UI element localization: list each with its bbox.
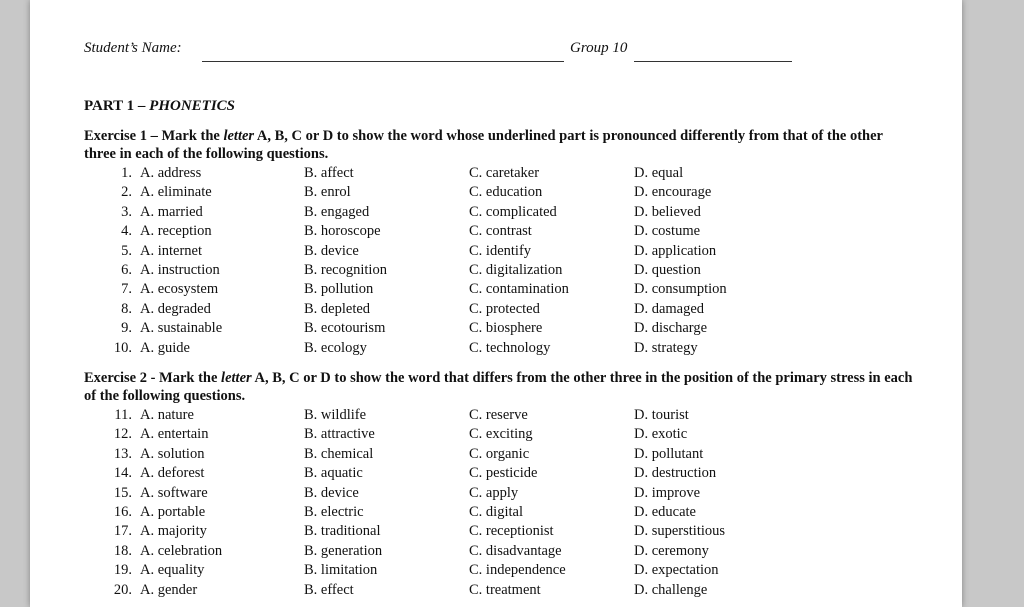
option-b[interactable]: B. affect — [304, 165, 354, 181]
question-number: 11. — [114, 407, 132, 423]
question-row — [84, 464, 904, 483]
option-b[interactable]: B. generation — [304, 542, 383, 559]
exercise-1-title-italic: letter — [223, 128, 255, 144]
group-label: Group 10 — [570, 40, 628, 56]
option-b[interactable]: B. ecology — [304, 339, 367, 356]
question-row — [84, 300, 904, 319]
exercise-1-title-b: A, B, C or D to show the word whose underlined part is pronounced differently from that of the other three in each of the following questions. — [84, 128, 883, 162]
option-a[interactable]: A. software — [140, 484, 208, 501]
option-a[interactable]: A. guide — [140, 339, 190, 356]
option-d[interactable]: D. encourage — [634, 184, 712, 201]
option-c[interactable]: C. technology — [469, 339, 551, 356]
part-prefix: PART 1 – — [84, 98, 150, 114]
exercise-1-list — [84, 164, 904, 358]
option-c[interactable]: C. organic — [469, 445, 530, 462]
question-row — [84, 561, 904, 580]
option-d[interactable]: D. tourist — [634, 407, 689, 423]
option-b[interactable]: B. engaged — [304, 203, 370, 220]
option-a[interactable]: A. internet — [140, 242, 203, 259]
option-c[interactable]: C. reserve — [469, 407, 528, 423]
question-number: 8. — [121, 300, 132, 317]
option-a[interactable]: A. deforest — [140, 465, 205, 482]
option-d[interactable]: D. believed — [634, 203, 701, 220]
question-number: 5. — [121, 242, 132, 259]
option-a[interactable]: A. celebration — [140, 542, 223, 559]
option-a[interactable]: A. portable — [140, 503, 206, 520]
question-row — [84, 242, 904, 261]
option-b[interactable]: B. chemical — [304, 445, 374, 462]
option-b[interactable]: B. enrol — [304, 184, 351, 201]
question-row — [84, 581, 904, 600]
question-number: 14. — [113, 465, 132, 482]
option-a[interactable]: A. address — [140, 165, 202, 181]
part-title — [84, 98, 235, 115]
question-number: 12. — [113, 426, 132, 443]
option-b[interactable]: B. traditional — [304, 523, 381, 540]
worksheet-page — [30, 0, 962, 607]
option-c[interactable]: C. contrast — [469, 223, 532, 240]
option-c[interactable]: C. protected — [469, 300, 540, 317]
question-row — [84, 503, 904, 522]
option-a[interactable]: A. instruction — [140, 261, 220, 278]
option-d[interactable]: D. damaged — [634, 300, 705, 317]
option-d[interactable]: D. improve — [634, 484, 701, 501]
question-number: 19. — [113, 562, 132, 579]
option-a[interactable]: A. eliminate — [140, 184, 212, 201]
option-d[interactable]: D. pollutant — [634, 445, 704, 462]
exercise-2-heading — [84, 369, 914, 405]
option-d[interactable]: D. exotic — [634, 426, 688, 443]
option-c[interactable]: C. digital — [469, 503, 523, 520]
option-c[interactable]: C. pesticide — [469, 465, 538, 482]
option-b[interactable]: B. recognition — [304, 261, 387, 278]
exercise-2-title-a: Exercise 2 - Mark the — [84, 370, 222, 386]
group-field[interactable] — [634, 61, 792, 62]
option-d[interactable]: D. consumption — [634, 281, 727, 298]
question-row — [84, 261, 904, 280]
option-c[interactable]: C. identify — [469, 242, 532, 259]
question-row — [84, 183, 904, 202]
option-c[interactable]: C. independence — [469, 562, 566, 579]
option-d[interactable]: D. ceremony — [634, 542, 709, 559]
option-a[interactable]: A. sustainable — [140, 320, 223, 337]
question-number: 16. — [113, 503, 132, 520]
question-number: 15. — [113, 484, 132, 501]
question-row — [84, 542, 904, 561]
option-a[interactable]: A. ecosystem — [140, 281, 219, 298]
question-row — [84, 445, 904, 464]
option-c[interactable]: C. biosphere — [469, 320, 543, 337]
option-a[interactable]: A. entertain — [140, 426, 209, 443]
option-b[interactable]: B. electric — [304, 503, 364, 520]
question-row — [84, 522, 904, 541]
option-c[interactable]: C. digitalization — [469, 261, 563, 278]
part-name: PHONETICS — [149, 98, 236, 114]
option-a[interactable]: A. majority — [140, 523, 207, 540]
question-row — [84, 222, 904, 241]
option-d[interactable]: D. question — [634, 261, 701, 278]
option-d[interactable]: D. challenge — [634, 581, 708, 598]
question-row — [84, 280, 904, 299]
option-d[interactable]: D. equal — [634, 165, 684, 181]
option-a[interactable]: A. degraded — [140, 300, 211, 317]
option-d[interactable]: D. application — [634, 242, 717, 259]
option-b[interactable]: B. horoscope — [304, 223, 381, 240]
question-number: 9. — [121, 320, 132, 337]
option-d[interactable]: D. discharge — [634, 320, 708, 337]
option-d[interactable]: D. educate — [634, 503, 696, 520]
student-name-label: Student’s Name: — [84, 40, 182, 56]
question-number: 10. — [113, 339, 132, 356]
option-b[interactable]: B. depleted — [304, 300, 371, 317]
option-d[interactable]: D. destruction — [634, 465, 717, 482]
option-c[interactable]: C. apply — [469, 484, 519, 501]
option-c[interactable]: C. caretaker — [469, 165, 540, 181]
question-number: 7. — [121, 281, 132, 298]
exercise-2-title-italic: letter — [221, 370, 252, 386]
question-row — [84, 319, 904, 338]
option-a[interactable]: A. solution — [140, 445, 205, 462]
option-c[interactable]: C. education — [469, 184, 543, 201]
question-row — [84, 484, 904, 503]
option-d[interactable]: D. costume — [634, 223, 701, 240]
option-c[interactable]: C. disadvantage — [469, 542, 562, 559]
option-b[interactable]: B. device — [304, 484, 359, 501]
option-a[interactable]: A. reception — [140, 223, 212, 240]
student-name-field[interactable] — [202, 61, 564, 62]
exercise-1-heading — [84, 127, 914, 163]
exercise-2-list — [84, 406, 904, 600]
option-b[interactable]: B. wildlife — [304, 407, 367, 423]
option-d[interactable]: D. superstitious — [634, 523, 726, 540]
option-b[interactable]: B. ecotourism — [304, 320, 386, 337]
exercise-2-title-b: A, B, C or D to show the word that differs from the other three in the position of the primary stress in each of the following questions. — [84, 370, 913, 404]
question-row — [84, 203, 904, 222]
option-d[interactable]: D. expectation — [634, 562, 719, 579]
question-row — [84, 339, 904, 358]
option-d[interactable]: D. strategy — [634, 339, 698, 356]
option-b[interactable]: B. effect — [304, 581, 354, 598]
question-number: 4. — [121, 223, 132, 240]
option-c[interactable]: C. exciting — [469, 426, 533, 443]
question-row — [84, 425, 904, 444]
option-a[interactable]: A. married — [140, 203, 203, 220]
question-row — [84, 406, 904, 425]
option-b[interactable]: B. device — [304, 242, 359, 259]
question-number: 20. — [113, 581, 132, 598]
option-c[interactable]: C. treatment — [469, 581, 541, 598]
option-a[interactable]: A. equality — [140, 562, 205, 579]
option-b[interactable]: B. pollution — [304, 281, 374, 298]
question-number: 2. — [121, 184, 132, 201]
question-number: 3. — [121, 203, 132, 220]
question-number: 1. — [121, 165, 132, 181]
option-a[interactable]: A. nature — [140, 407, 194, 423]
option-a[interactable]: A. gender — [140, 581, 198, 598]
exercise-1-title-a: Exercise 1 – Mark the — [84, 128, 224, 144]
option-b[interactable]: B. aquatic — [304, 465, 363, 482]
option-b[interactable]: B. attractive — [304, 426, 375, 443]
option-c[interactable]: C. contamination — [469, 281, 569, 298]
question-number: 18. — [113, 542, 132, 559]
option-c[interactable]: C. complicated — [469, 203, 557, 220]
question-row — [84, 164, 904, 183]
question-number: 17. — [113, 523, 132, 540]
question-number: 13. — [113, 445, 132, 462]
option-c[interactable]: C. receptionist — [469, 523, 554, 540]
question-number: 6. — [121, 261, 132, 278]
option-b[interactable]: B. limitation — [304, 562, 378, 579]
